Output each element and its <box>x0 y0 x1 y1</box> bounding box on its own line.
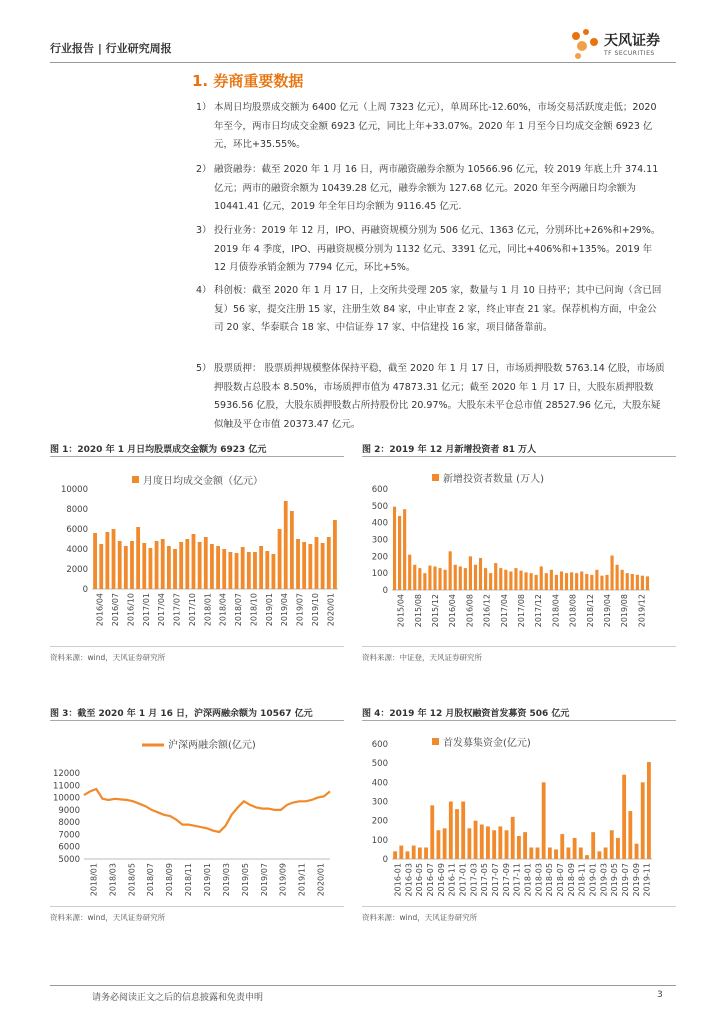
fig2-bar-39 <box>590 575 593 590</box>
fig4-bar-8 <box>443 828 447 859</box>
fig4-ytick-3: 300 <box>371 797 388 808</box>
fig4-bar-20 <box>517 836 521 859</box>
fig1-bar-19 <box>210 544 214 589</box>
fig1-xtick-5: 2017/07 <box>172 593 182 627</box>
fig2-ytick-4: 400 <box>371 518 388 529</box>
fig1-bar-0 <box>93 533 97 589</box>
fig3-xtick-6: 2019/01 <box>203 863 212 897</box>
fig3-rule <box>50 720 344 721</box>
fig2-bar-6 <box>423 573 426 590</box>
fig1-bar-38 <box>327 537 331 589</box>
fig1-bar-1 <box>99 544 103 589</box>
fig4-bar-36 <box>616 838 620 859</box>
paragraph-3: 3） 投行业务：2019 年 12 月，IPO、再融资规模分别为 506 亿元、1363 亿元，分别环比+26%和+29%。2019 年 4 季度，IPO、再融资规模分别为 1132 亿元、3391 亿元，同比+406%和+135%。2019 年 12 月债券承销金额为 7794 亿元，环比+5%。 <box>196 225 661 273</box>
fig1-xtick-12: 2019/04 <box>280 593 290 627</box>
fig1-xtick-2: 2016/10 <box>126 593 136 627</box>
fig1-bar-15 <box>185 539 189 589</box>
fig2-xtick-6: 2017/04 <box>499 594 509 628</box>
fig1-bar-22 <box>228 552 232 589</box>
fig1-xtick-11: 2019/01 <box>264 593 274 627</box>
fig1-bar-11 <box>161 539 165 589</box>
fig2-bar-15 <box>469 556 472 590</box>
fig1-bar-5 <box>124 546 128 589</box>
fig2-bar-16 <box>474 565 477 590</box>
fig4-xtick-1: 2016-03 <box>404 863 414 897</box>
fig2-rule <box>362 456 676 457</box>
fig2-bar-22 <box>504 570 507 590</box>
fig4-bar-13 <box>474 821 478 859</box>
fig4-xtick-18: 2019-01 <box>588 863 598 897</box>
fig1-bar-37 <box>321 543 325 589</box>
fig4-bar-1 <box>399 846 403 859</box>
fig4-bar-33 <box>597 851 601 859</box>
fig2-bar-19 <box>489 573 492 590</box>
fig1-bar-23 <box>235 553 239 589</box>
fig3-xtick-4: 2018/09 <box>165 863 175 897</box>
fig2-bar-28 <box>535 575 538 590</box>
fig3-ytick-7: 12000 <box>52 769 80 779</box>
fig4-xtick-6: 2017-01 <box>458 863 468 897</box>
fig4-legend-label: 首发募集资金(亿元) <box>443 738 531 749</box>
fig3-bottom-rule <box>50 906 344 907</box>
fig2-bar-5 <box>418 568 421 590</box>
fig1-legend <box>132 474 263 487</box>
fig3-ytick-4: 9000 <box>58 805 80 816</box>
fig1-ytick-0: 0 <box>82 585 88 595</box>
fig2-bar-41 <box>600 576 603 590</box>
fig2-bar-13 <box>459 566 462 590</box>
fig1-bar-27 <box>259 546 263 589</box>
fig2-xtick-9: 2018/04 <box>551 594 561 628</box>
fig4-bar-26 <box>554 849 558 859</box>
fig2-bar-24 <box>514 568 517 590</box>
fig1-title: 图 1：2020 年 1 月日均股票成交金额为 6923 亿元 <box>50 445 267 455</box>
fig4-bar-10 <box>455 809 459 859</box>
fig2-ytick-5: 500 <box>371 501 388 512</box>
fig1-xtick-15: 2020/01 <box>326 593 336 627</box>
fig4-bar-27 <box>560 834 564 859</box>
fig1-bar-29 <box>272 554 276 589</box>
fig2-bar-8 <box>433 566 436 590</box>
fig1-xtick-14: 2019/10 <box>310 593 320 627</box>
fig4-xtick-19: 2019-03 <box>599 863 609 897</box>
fig1-bar-33 <box>296 539 300 589</box>
paragraph-4: 4） 科创板：截至 2020 年 1 月 17 日，上交所共受理 205 家，数量与 1 月 10 日持平；其中已问询（含已回复）56 家，提交注册 15 家，注册生效 84 家，中止审查 2 家，终止审查 21 家。保荐机构方面，中金公司 20 家、华泰联合 18 家、中信证券 17 家、中信建投 16 家，项目储备靠前。 <box>196 285 662 333</box>
fig2-bar-1 <box>398 516 401 590</box>
fig4-title: 图 4：2019 年 12 月股权融资首发募资 506 亿元 <box>362 709 570 719</box>
fig1-legend-label: 月度日均成交金额（亿元） <box>143 476 263 487</box>
fig3-xtick-0: 2018/01 <box>89 863 99 897</box>
fig4-bar-0 <box>393 851 397 859</box>
fig2-xtick-13: 2019/08 <box>620 594 630 628</box>
fig3-ytick-0: 5000 <box>58 855 80 865</box>
fig1-bar-6 <box>130 541 134 589</box>
fig2-bar-49 <box>641 576 644 590</box>
fig2-bar-31 <box>550 570 553 590</box>
fig4-xtick-17: 2018-11 <box>577 863 587 897</box>
fig3-legend <box>142 738 256 751</box>
fig3-ytick-1: 6000 <box>58 842 80 853</box>
fig4-xtick-22: 2019-09 <box>631 863 641 897</box>
fig4-legend-swatch <box>432 738 439 745</box>
fig2-xtick-3: 2016/04 <box>448 594 458 628</box>
fig2-bar-12 <box>454 565 457 590</box>
fig4-ytick-5: 500 <box>371 759 388 770</box>
fig4-xtick-13: 2018-03 <box>534 863 544 897</box>
fig2-bar-14 <box>464 568 467 590</box>
fig1-xtick-4: 2017/04 <box>157 593 167 627</box>
fig1-ytick-1: 2000 <box>66 565 88 575</box>
fig2-source: 资料来源：中证登，天风证券研究所 <box>362 653 482 662</box>
fig2-bar-0 <box>393 507 396 590</box>
fig4-ytick-4: 400 <box>371 778 388 789</box>
fig2-bar-48 <box>636 575 639 590</box>
fig4-bar-18 <box>505 830 509 859</box>
fig1-bar-20 <box>216 546 220 589</box>
fig4-bar-41 <box>647 762 651 859</box>
logo-sub: TF SECURITIES <box>604 50 655 57</box>
fig3-ytick-6: 11000 <box>52 781 80 792</box>
fig1-xtick-9: 2018/07 <box>234 593 244 627</box>
fig1-ytick-4: 8000 <box>66 505 88 515</box>
fig2-ytick-6: 600 <box>371 485 388 495</box>
fig2-bar-25 <box>519 571 522 590</box>
fig2-xtick-0: 2015/04 <box>396 594 406 628</box>
fig4-bar-6 <box>430 805 434 859</box>
fig1-bar-2 <box>105 532 109 589</box>
fig1-bar-34 <box>302 542 306 589</box>
fig2-bar-2 <box>403 509 406 590</box>
fig4-bar-17 <box>498 826 502 859</box>
fig3-xtick-8: 2019/05 <box>240 863 250 897</box>
fig1-bar-9 <box>149 548 153 589</box>
fig4-bar-24 <box>542 782 546 859</box>
fig1-xtick-0: 2016/04 <box>95 593 105 627</box>
fig4-bar-3 <box>412 846 416 859</box>
fig3-series-line <box>84 789 330 832</box>
fig4-chart <box>362 724 676 904</box>
fig1-ytick-3: 6000 <box>66 525 88 535</box>
fig3-xtick-5: 2018/11 <box>184 863 194 897</box>
fig4-xtick-4: 2016-09 <box>436 863 446 897</box>
fig4-legend <box>432 736 531 749</box>
fig2-legend-label: 新增投资者数量 (万人) <box>443 474 544 485</box>
fig2-bar-11 <box>449 551 452 590</box>
fig3-xtick-1: 2018/03 <box>108 863 118 897</box>
paragraph-5: 5） 股票质押： 股票质押规模整体保持平稳，截至 2020 年 1 月 17 日，市场质押股数 5763.14 亿股，市场质押股数占总股本 8.50%，市场质押市值为 47873.31 亿元；截至 2020 年 1 月 17 日，大股东质押股数 5936.56 亿股，大股东质押股数占所持股份比 20.97%。大股东未平仓总市值 28527.96 亿元，大股东疑似触及平仓市值 20373.47 亿元。 <box>196 363 665 430</box>
fig4-bar-21 <box>523 832 527 859</box>
fig1-bar-25 <box>247 552 251 589</box>
fig4-xtick-0: 2016-01 <box>393 863 403 897</box>
fig2-bar-46 <box>626 573 629 590</box>
fig4-xtick-23: 2019-11 <box>642 863 652 897</box>
paragraph-2: 2） 融资融券：截至 2020 年 1 月 16 日，两市融资融券余额为 10566.96 亿元，较 2019 年底上升 374.11 亿元；两市的融资余额为 10439.28 亿元，融券余额为 127.68 亿元。2020 年至今两融日均余额为 10441.41 亿元，2019 年全年日均余额为 9116.45 亿元. <box>196 164 659 212</box>
footer-rule <box>50 985 676 986</box>
fig4-xtick-15: 2018-07 <box>555 863 565 897</box>
fig4-bar-34 <box>604 848 608 860</box>
fig4-bar-28 <box>567 848 571 860</box>
fig1-xtick-13: 2019/07 <box>295 593 305 627</box>
fig4-bar-35 <box>610 830 614 859</box>
fig2-bar-34 <box>565 573 568 590</box>
page-number: 3 <box>657 990 663 1000</box>
fig3-xtick-7: 2019/03 <box>221 863 231 897</box>
fig2-bar-47 <box>631 574 634 590</box>
fig4-bar-12 <box>467 828 471 859</box>
fig2-bar-27 <box>530 573 533 590</box>
fig1-bar-4 <box>118 541 122 589</box>
fig4-bar-11 <box>461 802 465 860</box>
fig4-xtick-10: 2017-09 <box>501 863 511 897</box>
fig4-xtick-2: 2016-05 <box>415 863 425 897</box>
fig1-bar-28 <box>265 551 269 589</box>
fig1-bar-8 <box>142 543 146 589</box>
fig1-bar-13 <box>173 549 177 589</box>
fig4-xtick-5: 2016-11 <box>447 863 457 897</box>
fig4-rule <box>362 720 676 721</box>
fig1-bar-3 <box>112 529 116 589</box>
fig4-bar-29 <box>573 838 577 859</box>
fig2-ytick-2: 200 <box>371 552 388 563</box>
fig2-legend <box>432 472 544 485</box>
fig2-bar-30 <box>545 573 548 590</box>
section-title: 1. 券商重要数据 <box>192 72 304 90</box>
fig2-bar-21 <box>499 568 502 590</box>
fig4-ytick-2: 200 <box>371 816 388 827</box>
fig3-xtick-3: 2018/07 <box>146 863 156 897</box>
fig1-xtick-1: 2016/07 <box>111 593 121 627</box>
fig2-bar-50 <box>646 576 649 590</box>
fig2-bar-18 <box>484 568 487 590</box>
fig2-bar-40 <box>595 570 598 590</box>
fig4-bar-30 <box>579 848 583 860</box>
fig4-bar-16 <box>492 830 496 859</box>
fig2-bar-36 <box>575 573 578 590</box>
fig3-source: 资料来源：wind，天风证券研究所 <box>50 913 166 922</box>
fig2-bar-43 <box>610 555 613 590</box>
fig1-bar-7 <box>136 527 140 589</box>
fig2-bar-26 <box>524 572 527 590</box>
fig2-bar-20 <box>494 563 497 590</box>
report-header: 行业报告 | 行业研究周报 <box>50 42 172 55</box>
fig1-bar-36 <box>315 537 319 589</box>
fig4-bar-14 <box>480 825 484 860</box>
fig4-xtick-20: 2019-05 <box>610 863 620 897</box>
fig2-bar-38 <box>585 574 588 590</box>
fig2-bar-9 <box>438 568 441 590</box>
fig4-xtick-11: 2017-11 <box>512 863 522 897</box>
fig2-bar-32 <box>555 575 558 590</box>
logo-name: 天风证券 <box>604 33 660 49</box>
fig4-bar-7 <box>437 830 441 859</box>
fig1-legend-swatch <box>132 476 139 483</box>
fig2-bar-45 <box>621 570 624 590</box>
fig1-bar-18 <box>204 537 208 589</box>
fig2-bar-17 <box>479 558 482 590</box>
fig4-xtick-21: 2019-07 <box>620 863 630 897</box>
fig4-bar-9 <box>449 802 453 860</box>
fig1-rule <box>50 456 344 457</box>
fig1-source: 资料来源：wind，天风证券研究所 <box>50 653 166 662</box>
fig4-xtick-8: 2017-05 <box>480 863 490 897</box>
fig3-xtick-11: 2019/11 <box>297 863 307 897</box>
fig3-title: 图 3：截至 2020 年 1 月 16 日，沪深两融余额为 10567 亿元 <box>50 709 313 719</box>
footer-disclaimer: 请务必阅读正文之后的信息披露和免责申明 <box>92 993 264 1003</box>
fig2-xtick-2: 2015/12 <box>431 594 440 628</box>
fig2-bar-37 <box>580 571 583 590</box>
fig3-ytick-5: 10000 <box>52 793 80 804</box>
fig1-bar-30 <box>278 529 282 589</box>
fig4-bottom-rule <box>362 906 676 907</box>
fig1-bar-24 <box>241 547 245 589</box>
fig2-bar-44 <box>616 565 619 590</box>
fig1-bar-12 <box>167 546 171 589</box>
fig1-xtick-6: 2017/10 <box>187 593 197 627</box>
fig2-bottom-rule <box>362 646 676 647</box>
fig2-ytick-1: 100 <box>371 569 388 580</box>
fig2-xtick-4: 2016/08 <box>465 594 475 628</box>
fig3-xtick-2: 2018/05 <box>127 863 137 897</box>
fig2-bar-7 <box>428 566 431 590</box>
fig3-xtick-10: 2019/09 <box>278 863 288 897</box>
fig4-bar-40 <box>641 782 645 859</box>
fig4-xtick-12: 2018-01 <box>523 863 533 897</box>
fig4-bar-15 <box>486 826 490 859</box>
fig2-bar-33 <box>560 571 563 590</box>
fig2-xtick-1: 2015/08 <box>413 594 423 628</box>
fig4-bar-23 <box>536 848 540 860</box>
fig4-xtick-7: 2017-03 <box>469 863 479 897</box>
fig2-xtick-11: 2018/12 <box>585 594 595 628</box>
fig4-xtick-16: 2018-09 <box>566 863 576 897</box>
fig3-xtick-9: 2019/07 <box>259 863 269 897</box>
fig4-xtick-3: 2016-07 <box>425 863 435 897</box>
fig4-bar-38 <box>628 811 632 859</box>
fig1-xtick-10: 2018/10 <box>249 593 259 627</box>
fig4-ytick-0: 0 <box>382 855 388 865</box>
fig2-xtick-8: 2017/12 <box>534 594 544 628</box>
fig4-bar-19 <box>511 817 515 859</box>
fig3-chart <box>50 724 344 904</box>
fig3-xtick-12: 2020/01 <box>316 863 326 897</box>
fig4-xtick-14: 2018-05 <box>545 863 555 897</box>
fig1-bar-31 <box>284 501 288 589</box>
fig4-bar-37 <box>622 775 626 859</box>
fig2-ytick-0: 0 <box>382 586 388 596</box>
fig1-chart <box>50 460 344 640</box>
fig2-chart <box>362 460 676 640</box>
fig4-bar-22 <box>529 848 533 860</box>
fig2-legend-swatch <box>432 474 439 481</box>
fig2-bar-42 <box>605 575 608 590</box>
fig4-bar-39 <box>635 844 639 859</box>
header-rule <box>50 62 676 63</box>
fig1-bar-17 <box>198 542 202 589</box>
fig2-bar-35 <box>570 572 573 590</box>
fig1-ytick-5: 10000 <box>60 485 88 495</box>
fig1-bottom-rule <box>50 646 344 647</box>
fig1-bar-14 <box>179 542 183 589</box>
fig4-ytick-6: 600 <box>371 740 388 750</box>
fig4-bar-2 <box>406 851 410 859</box>
fig2-bar-4 <box>413 565 416 590</box>
fig4-bar-25 <box>548 848 552 860</box>
fig1-bar-39 <box>333 520 337 589</box>
fig4-bar-5 <box>424 848 428 860</box>
fig2-xtick-5: 2016/12 <box>482 594 492 628</box>
fig1-bar-35 <box>308 544 312 589</box>
fig2-xtick-14: 2019/12 <box>637 594 647 628</box>
fig4-xtick-9: 2017-07 <box>490 863 500 897</box>
fig2-xtick-12: 2019/04 <box>603 594 612 628</box>
fig1-bar-32 <box>290 511 294 589</box>
fig2-xtick-10: 2018/08 <box>568 594 578 628</box>
fig3-ytick-3: 8000 <box>58 818 80 829</box>
fig1-bar-21 <box>222 549 226 589</box>
fig2-bar-3 <box>408 555 411 590</box>
paragraph-1: 1） 本周日均股票成交额为 6400 亿元（上周 7323 亿元），单周环比-12.60%，市场交易活跃度走低；2020 年至今，两市日均成交金额 6923 亿元，同比上年+33.07%。2020 年 1 月至今日均成交金额 6923 亿元，环比+35.55%。 <box>196 102 657 150</box>
fig1-xtick-7: 2018/01 <box>203 593 213 627</box>
fig2-bar-23 <box>509 571 512 590</box>
fig1-ytick-2: 4000 <box>66 545 88 555</box>
fig4-ytick-1: 100 <box>371 835 388 846</box>
fig2-xtick-7: 2017/08 <box>517 594 526 628</box>
fig4-source: 资料来源：wind，天风证券研究所 <box>362 913 478 922</box>
fig3-legend-label: 沪深两融余额(亿元) <box>168 740 256 751</box>
fig1-bar-16 <box>192 534 196 589</box>
fig3-ytick-2: 7000 <box>58 830 80 841</box>
fig2-title: 图 2：2019 年 12 月新增投资者 81 万人 <box>362 445 537 455</box>
fig1-xtick-3: 2017/01 <box>141 593 151 627</box>
fig2-ytick-3: 300 <box>371 535 388 546</box>
fig4-bar-32 <box>591 832 595 859</box>
fig2-bar-10 <box>444 570 447 590</box>
fig4-bar-4 <box>418 848 422 860</box>
fig1-bar-26 <box>253 552 257 589</box>
fig1-xtick-8: 2018/04 <box>218 593 228 627</box>
fig2-bar-29 <box>540 566 543 590</box>
fig4-bar-31 <box>585 855 589 859</box>
fig1-bar-10 <box>155 541 159 589</box>
